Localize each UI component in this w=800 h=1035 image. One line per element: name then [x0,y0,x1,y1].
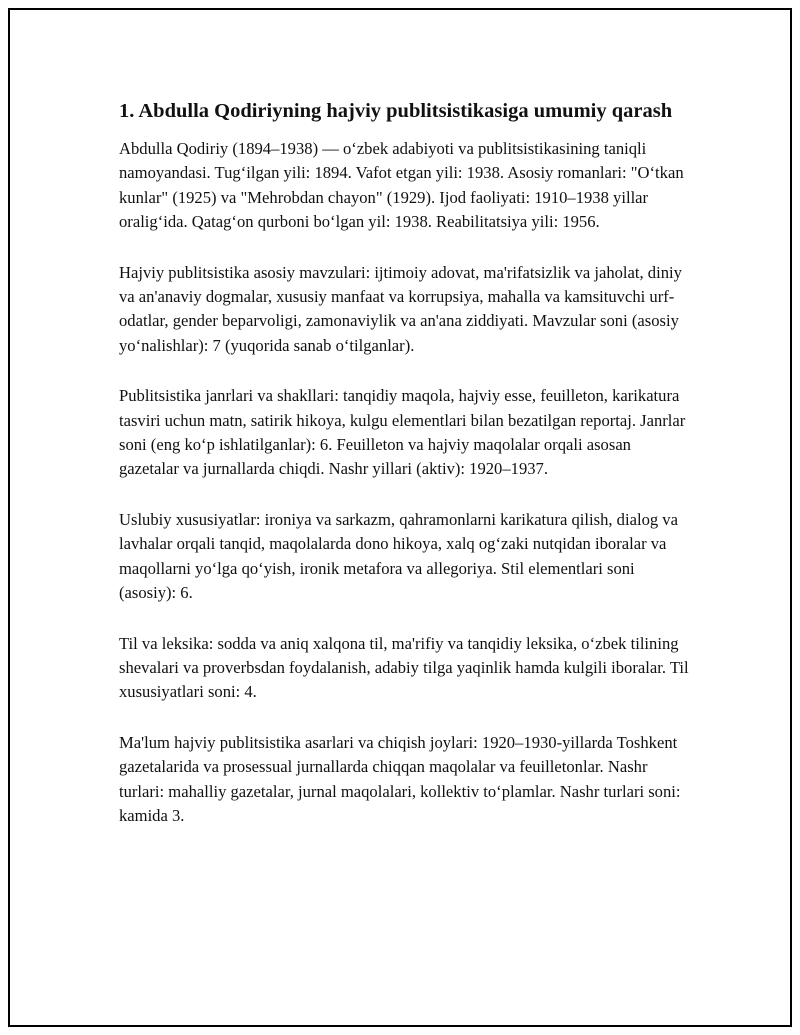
paragraph-genres: Publitsistika janrlari va shakllari: tanqidiy maqola, hajviy esse, feuilleton, karikatura tasviri uchun matn, satirik hikoya, kulgu elementlari bilan bezatilgan reportaj. Janrlar soni (eng ko‘p ishlatilganlar): 6. Feuilleton va hajviy maqolalar orqali asosan gazetalar va jurnallarda chiqdi. Nashr yillari (aktiv): 1920–1937. [119,386,686,479]
document-page [8,8,792,1027]
paragraph-language: Til va leksika: sodda va aniq xalqona til, ma'rifiy va tanqidiy leksika, o‘zbek tilining shevalari va proverbsdan foydalanish, adabiy tilga yaqinlik hamda kulgili iboralar. Til xususiyatlari soni: 4. [119,633,689,702]
section-title: 1. Abdulla Qodiriyning hajviy publitsistikasiga umumiy qarash [119,100,673,122]
document-body [119,98,694,854]
paragraph-works: Ma'lum hajviy publitsistika asarlari va chiqish joylari: 1920–1930-yillarda Toshkent gazetalarida va prosessual jurnallarda chiqqan maqolalar va feuilletonlar. Nashr turlari: mahalliy gazetalar, jurnal maqolalari, kollektiv to‘plamlar. Nashr turlari soni: kamida 3. [119,732,681,825]
paragraph-themes: Hajviy publitsistika asosiy mavzulari: ijtimoiy adovat, ma'rifatsizlik va jaholat, diniy va an'anaviy dogmalar, xususiy manfaat va korrupsiya, mahalla va kamsituvchi urf-odatlar, gender beparvoligi, zamonaviylik va an'ana ziddiyati. Mavzular soni (asosiy yo‘nalishlar): 7 (yuqorida sanab o‘tilganlar). [119,262,682,355]
paragraph-style: Uslubiy xususiyatlar: ironiya va sarkazm, qahramonlarni karikatura qilish, dialog va lavhalar orqali tanqid, maqolalarda dono hikoya, xalq og‘zaki nutqidan iboralar va maqollarni yo‘lga qo‘yish, ironik metafora va allegoriya. Stil elementlari soni (asosiy): 6. [119,509,678,603]
paragraph-biography: Abdulla Qodiriy (1894–1938) — o‘zbek adabiyoti va publitsistikasining taniqli namoyandasi. Tug‘ilgan yili: 1894. Vafot etgan yili: 1938. Asosiy romanlari: "O‘tkan kunlar" (1925) va "Mehrobdan chayon" (1929). Ijod faoliyati: 1910–1938 yillar oralig‘ida. Qatag‘on qurboni bo‘lgan yil: 1938. Reabilitatsiya yili: 1956. [119,139,684,232]
